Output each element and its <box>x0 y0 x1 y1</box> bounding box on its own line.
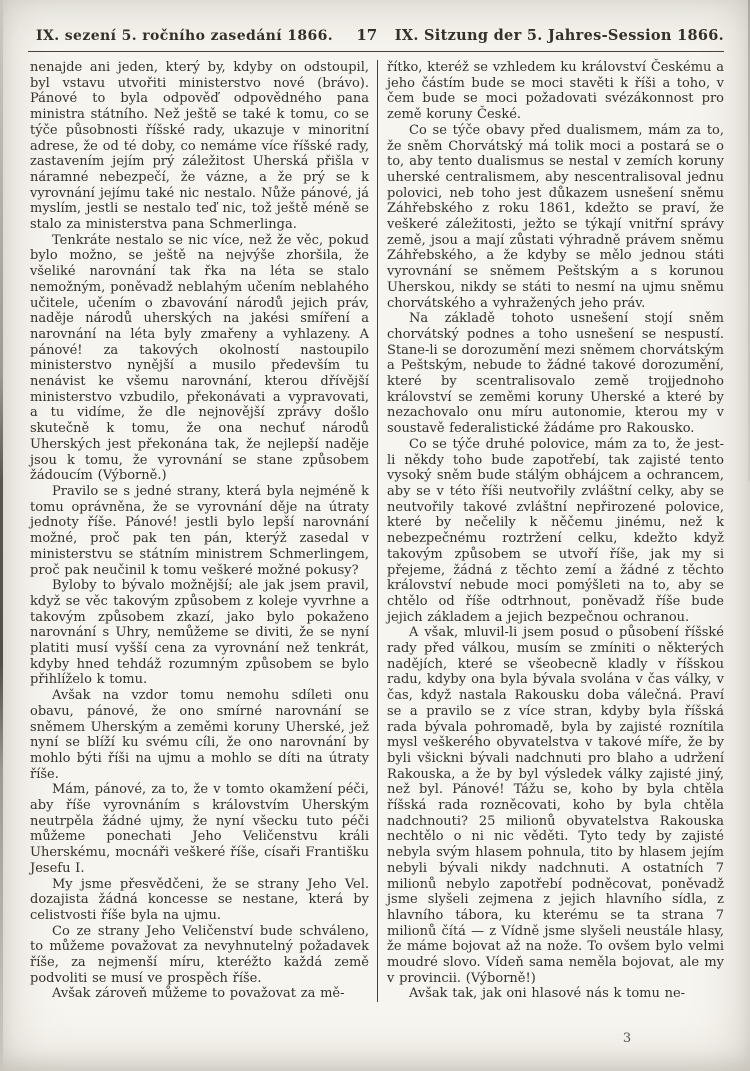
paragraph: Pravilo se s jedné strany, která byla nejméně k tomu oprávněna, že se vyrovnání děje na útraty jednoty říše. Pánové! jestli bylo lepší narovnání možné, proč pak ten pán, kterýž zasedal v ministerstvu se státním ministrem Schmerlingem, proč pak neučinil k tomu veškeré možné pokusy? <box>30 483 369 578</box>
paragraph: Avšak na vzdor tomu nemohu sdíleti onu obavu, pánové, že ono smírné narovnání se sněmem Uherským a zeměmi koruny Uherské, jež nyní se blíží ku svému cíli, že ono narovnání by mohlo býti říši na ujmu a mohlo se díti na útraty říše. <box>30 688 369 782</box>
paragraph: My jsme přesvědčeni, že se strany Jeho Vel. dozajista žádná koncesse se nestane, která by celistvosti říše byla na ujmu. <box>30 876 369 923</box>
page-header <box>0 0 750 44</box>
left-column <box>30 60 377 1002</box>
header-title-german: IX. Sitzung der 5. Jahres-Session 1866. <box>394 27 724 44</box>
paragraph: Co ze strany Jeho Veličenství bude schváleno, to můžeme považovat za nevyhnutelný požadavek říše, za nejmenší míru, kteréžto každá země podvoliti se musí ve prospěch říše. <box>30 923 369 986</box>
header-title-czech: IX. sezení 5. ročního zasedání 1866. <box>36 28 334 44</box>
scan-edge-left <box>0 0 3 1071</box>
right-column <box>377 60 724 1002</box>
paragraph: Avšak tak, jak oni hlasové nás k tomu ne- <box>409 986 686 1002</box>
paragraph: nenajde ani jeden, který by, kdyby on odstoupil, byl vstavu utvořiti ministerstvo nové (brávo). Pánové to byla odpověď odpovědného pana ministra státního. Než ještě se také k tomu, co se týče působnosti říšské rady, ukazuje v minoritní adrese, že od té doby, co nemáme více říšské rady, zastavením jejím prý záležitost Uherská přišla v náramné nebezpečí, že vázne, a že prý se k vyrovnání jejímu také nic nestalo. Nůže pánové, já myslím, jestli se nestalo teď nic, tož ještě méně se stalo za ministerstva pana Schmerlinga. <box>30 60 369 233</box>
text-columns <box>0 52 750 1002</box>
signature-mark: 3 <box>622 1031 632 1046</box>
paragraph: A však, mluvil-li jsem posud o působení říšské rady před válkou, musím se zmíniti o některých nadějích, které se všeobecně kladly v říšskou radu, kdyby ona byla bývala svolána v čas války, v čas, když nastala Rakousku doba válečná. Praví se a pravilo se z více stran, kdyby byla říšská rada bývala pohromadě, byla by zajisté roznítila mysl veškerého obyvatelstva v takové míře, že by byli všickni bývali nadchnuti pro blaho a udržení Rakouska, a že by byl výsledek války zajisté jiný, než byl. Pánové! Tážu se, koho by byla chtěla říšská rada rozněcovati, koho by byla chtěla nadchnouti? 25 milionů obyvatelstva Rakouska nechtělo o ni nic věděti. Tyto tedy by zajisté nebyla svým hlasem pohnula, tito by hlasem jejím nebyli bývali nikdy nadchnuti. A ostatních 7 milionů nebylo zapotřebí podněcovat, poněvadž jsme slyšeli zejmena z jejich hlavního sídla, z hlavního tábora, ku kterému se ta strana 7 milionů čítá — z Vídně jsme slyšeli neustále hlasy, že máme bojovat až na nože. To ovšem bylo velmi moudré slovo. Vídeň sama neměla bojovat, ale my v provincii. (Výborně!) <box>387 625 724 986</box>
page-number: 17 <box>356 26 378 44</box>
paragraph: Tenkráte nestalo se nic více, než že věc, pokud bylo možno, se ještě na nejvýše zhoršila, že všeliké narovnání tak řka na léta se stalo nemožným, poněvadž neblahým učením neblahého učitele, učením o zbavování národů jejich práv, naděje národů uherských na jakési smíření a narovnání na léta byly zmařeny a vyhlazeny. A pánové! za takových okolností nastoupilo ministerstvo nynější a musilo především tu nenávist ke všemu narovnání, kterou dřívější ministerstvo vzbudilo, překonávati a vypravovati, a tu vidíme, že dle nejnovější zprávy došlo skutečně k tomu, že ona nechuť národů Uherských jest překonána tak, že nejlepší naděje jsou k tomu, že vyrovnání se stane způsobem žádoucím (Výborně.) <box>30 232 369 484</box>
paragraph: Co se týče druhé polovice, mám za to, že jest-li někdy toho bude zapotřebí, tak zajisté tento vysoký sněm bude stálým obhájcem a ochrancem, aby se v této říši neutvořily zvláštní celky, aby se neutvořily takové zvláštní nepřirozené polovice, které by nečelily k něčemu jinému, než k nebezpečnému roztržení celku, kdežto když takovým způsobem se utvoří říše, jak my si přejeme, žádná z těchto zemí a žádné z těchto království nebude moci pomýšleti na to, aby se chtělo od říše odtrhnout, poněvadž říše bude jejich základem a jejich bezpečnou ochranou. <box>387 436 724 625</box>
paragraph: Mám, pánové, za to, že v tomto okamžení péči, aby říše vyrovnáním s královstvím Uherským neutrpěla žádné ujmy, že nyní všecku tuto péči můžeme ponechati Jeho Veličenstvu králi Uherskému, mocnáři veškeré říše, císaři Františku Jesefu I. <box>30 782 369 876</box>
paragraph: Na základě tohoto usnešení stojí sněm chorvátský podnes a toho usnešení se nespustí. Stane-li se dorozumění mezi sněmem chorvátským a Peštským, nebude to žádné takové dorozumění, které by scentralisovalo země trojjednoho království se zeměmi koruny Uherské a které by nezachovalo onu míru autonomie, kterou my v soustavě federalistické žádáme pro Rakousko. <box>387 311 724 437</box>
paragraph: řítko, kteréž se vzhledem ku království Českému a jeho částím bude se moci stavěti k říši a toho, v čem bude se moci požadovati svézákonnost pro země koruny České. <box>387 60 724 123</box>
paragraph: Co se týče obavy před dualismem, mám za to, že sněm Chorvátský má tolik moci a postará se o to, aby tento dualismus se nestal v zemích koruny uherské centralismem, aby nescentralisoval jednu polovici, neb toho jest důkazem usnešení sněmu Záhřebského z roku 1861, kdežto se praví, že veškeré záležitosti, ježto se týkají vnitřní správy země, jsou a mají zůstati výhradně právem sněmu Záhřebského, a že kdyby se mělo jednou státi vyrovnání se sněmem Peštským a s korunou Uherskou, nikdy se státi to nesmí na ujmu sněmu chorvátského a vyhražených jeho práv. <box>387 122 724 311</box>
paragraph: Byloby to bývalo možnější; ale jak jsem pravil, když se věc takovým způsobem z koleje vyvrhne a takovým způsobem zkazí, jako bylo pokaženo narovnání s Uhry, nemůžeme se diviti, že se nyní platiti musí vyšší cena za vyrovnání než tenkrát, kdyby hned tehdáž rozumným způsobem se bylo přihlíželo k tomu. <box>30 578 369 688</box>
paragraph: Avšak zároveň můžeme to považovat za mě- <box>52 986 345 1002</box>
